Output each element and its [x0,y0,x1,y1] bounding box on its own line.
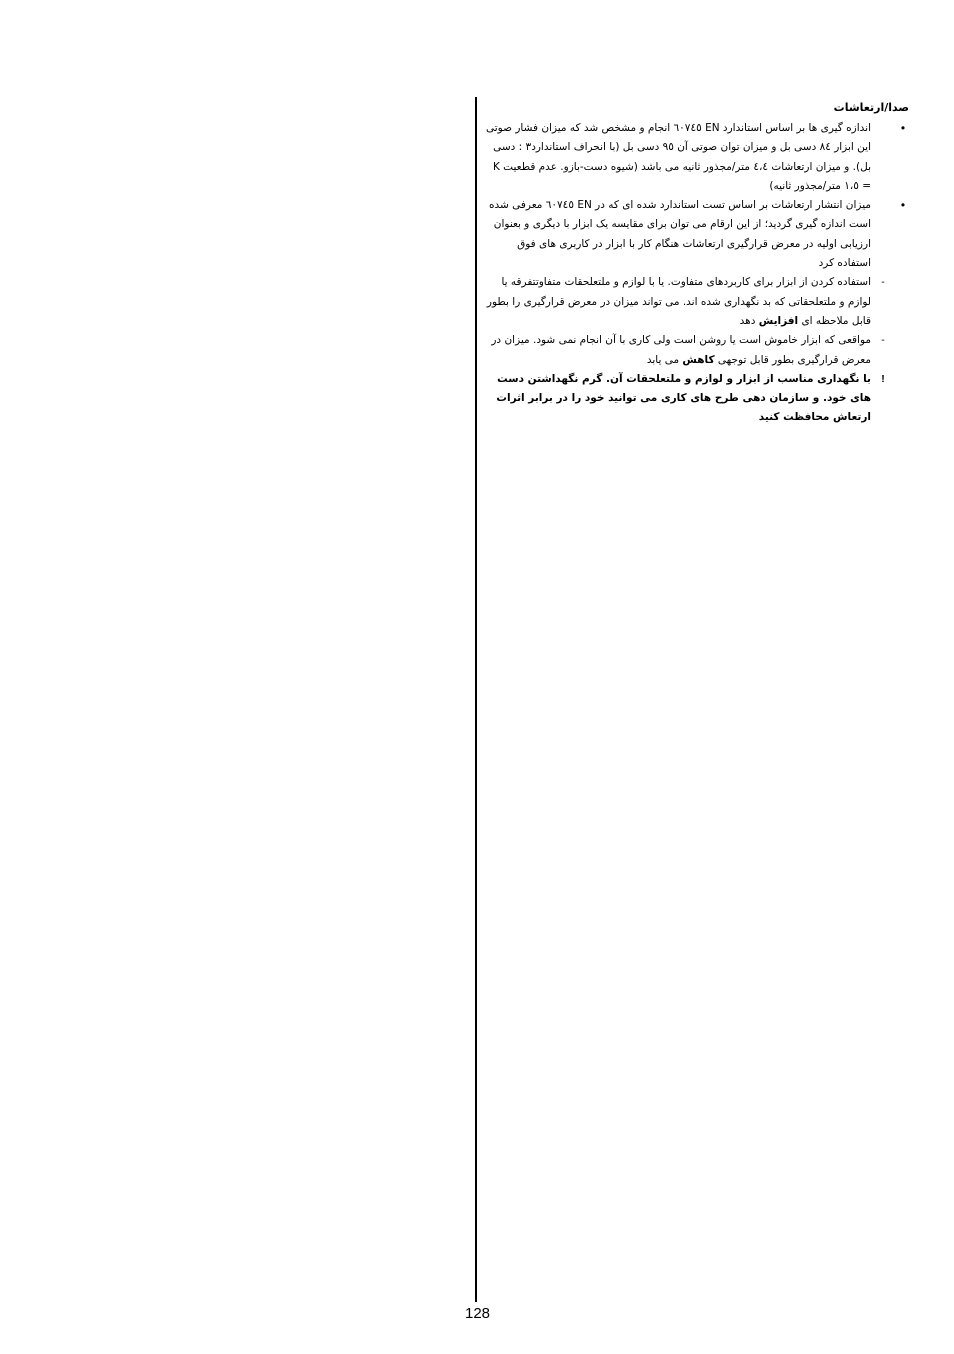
dash-text [486,273,871,331]
bullet-item-measurements [486,119,909,196]
dash-marker: - [881,334,885,347]
column-divider [475,97,477,1302]
dash-emphasis: افزایش [758,314,799,327]
bullet-marker: • [900,121,906,135]
dash-text-after: دهد [739,314,759,327]
dash-text-before: مواقعی که ابزار خاموش است یا روشن است ولی کاری با آن انجام نمی شود. میزان در معرض قرارگیری بطور قابل توجهی [491,334,871,366]
text-column [486,98,909,428]
dash-text-before: استفاده کردن از ابزار برای کاربردهای متفاوت. یا با لوازم و ملتعلحقات متفاوتتفرقه یا لوازم و ملتعلحقاتی که بد نگهداری شده اند. می تواند میزان در معرض قرارگیری را بطور قابل ملاحظه ای [486,276,871,327]
dash-item-decrease [486,331,909,370]
bullet-text: اندازه گیری ها بر اساس استاندارد EN ٦٠٧٤٥ انجام و مشخص شد که میزان فشار صوتی این ابزار ٨٤ دسی بل و میزان توان صوتی آن ٩٥ دسی بل (با انحراف استاندارد٣ : دسی بل). و میزان ارتعاشات ٤،٤ متر/مجذور ثانیه می باشد (شیوه دست-بازو. عدم قطعیت K = ١،٥ متر/مجذور ثانیه) [485,122,871,192]
bullet-marker: • [900,198,906,213]
warning-marker: ! [881,372,885,385]
warning-item [486,370,909,428]
dash-item-increase [486,273,909,331]
page-number: 128 [464,1305,491,1322]
bullet-item-vibration-emission [486,196,909,273]
dash-marker: - [881,276,885,289]
dash-text-after: می یابد [646,353,683,366]
section-heading: صدا/ارتعاشات [833,101,909,114]
warning-text: با نگهداری مناسب از ابزار و لوازم و ملتعلحقات آن. گرم نگهداشتن دست های خود. و سازمان دهی طرح های کاری می توانید خود را در برابر اثرات ارتعاش محافظت کنید [496,372,871,424]
dash-text [486,331,871,370]
bullet-text: میزان انتشار ارتعاشات بر اساس تست استاندارد شده ای که در EN ٦٠٧٤٥ معرفی شده است اندازه گیری گردید؛ از این ارقام می توان برای مقایسه یک ابزار با دیگری و بعنوان ارزیابی اولیه در معرض قرارگیری ارتعاشات هنگام کار با ابزار در کاربری های فوق استفاده کرد [489,199,871,270]
dash-emphasis: کاهش [682,353,715,366]
